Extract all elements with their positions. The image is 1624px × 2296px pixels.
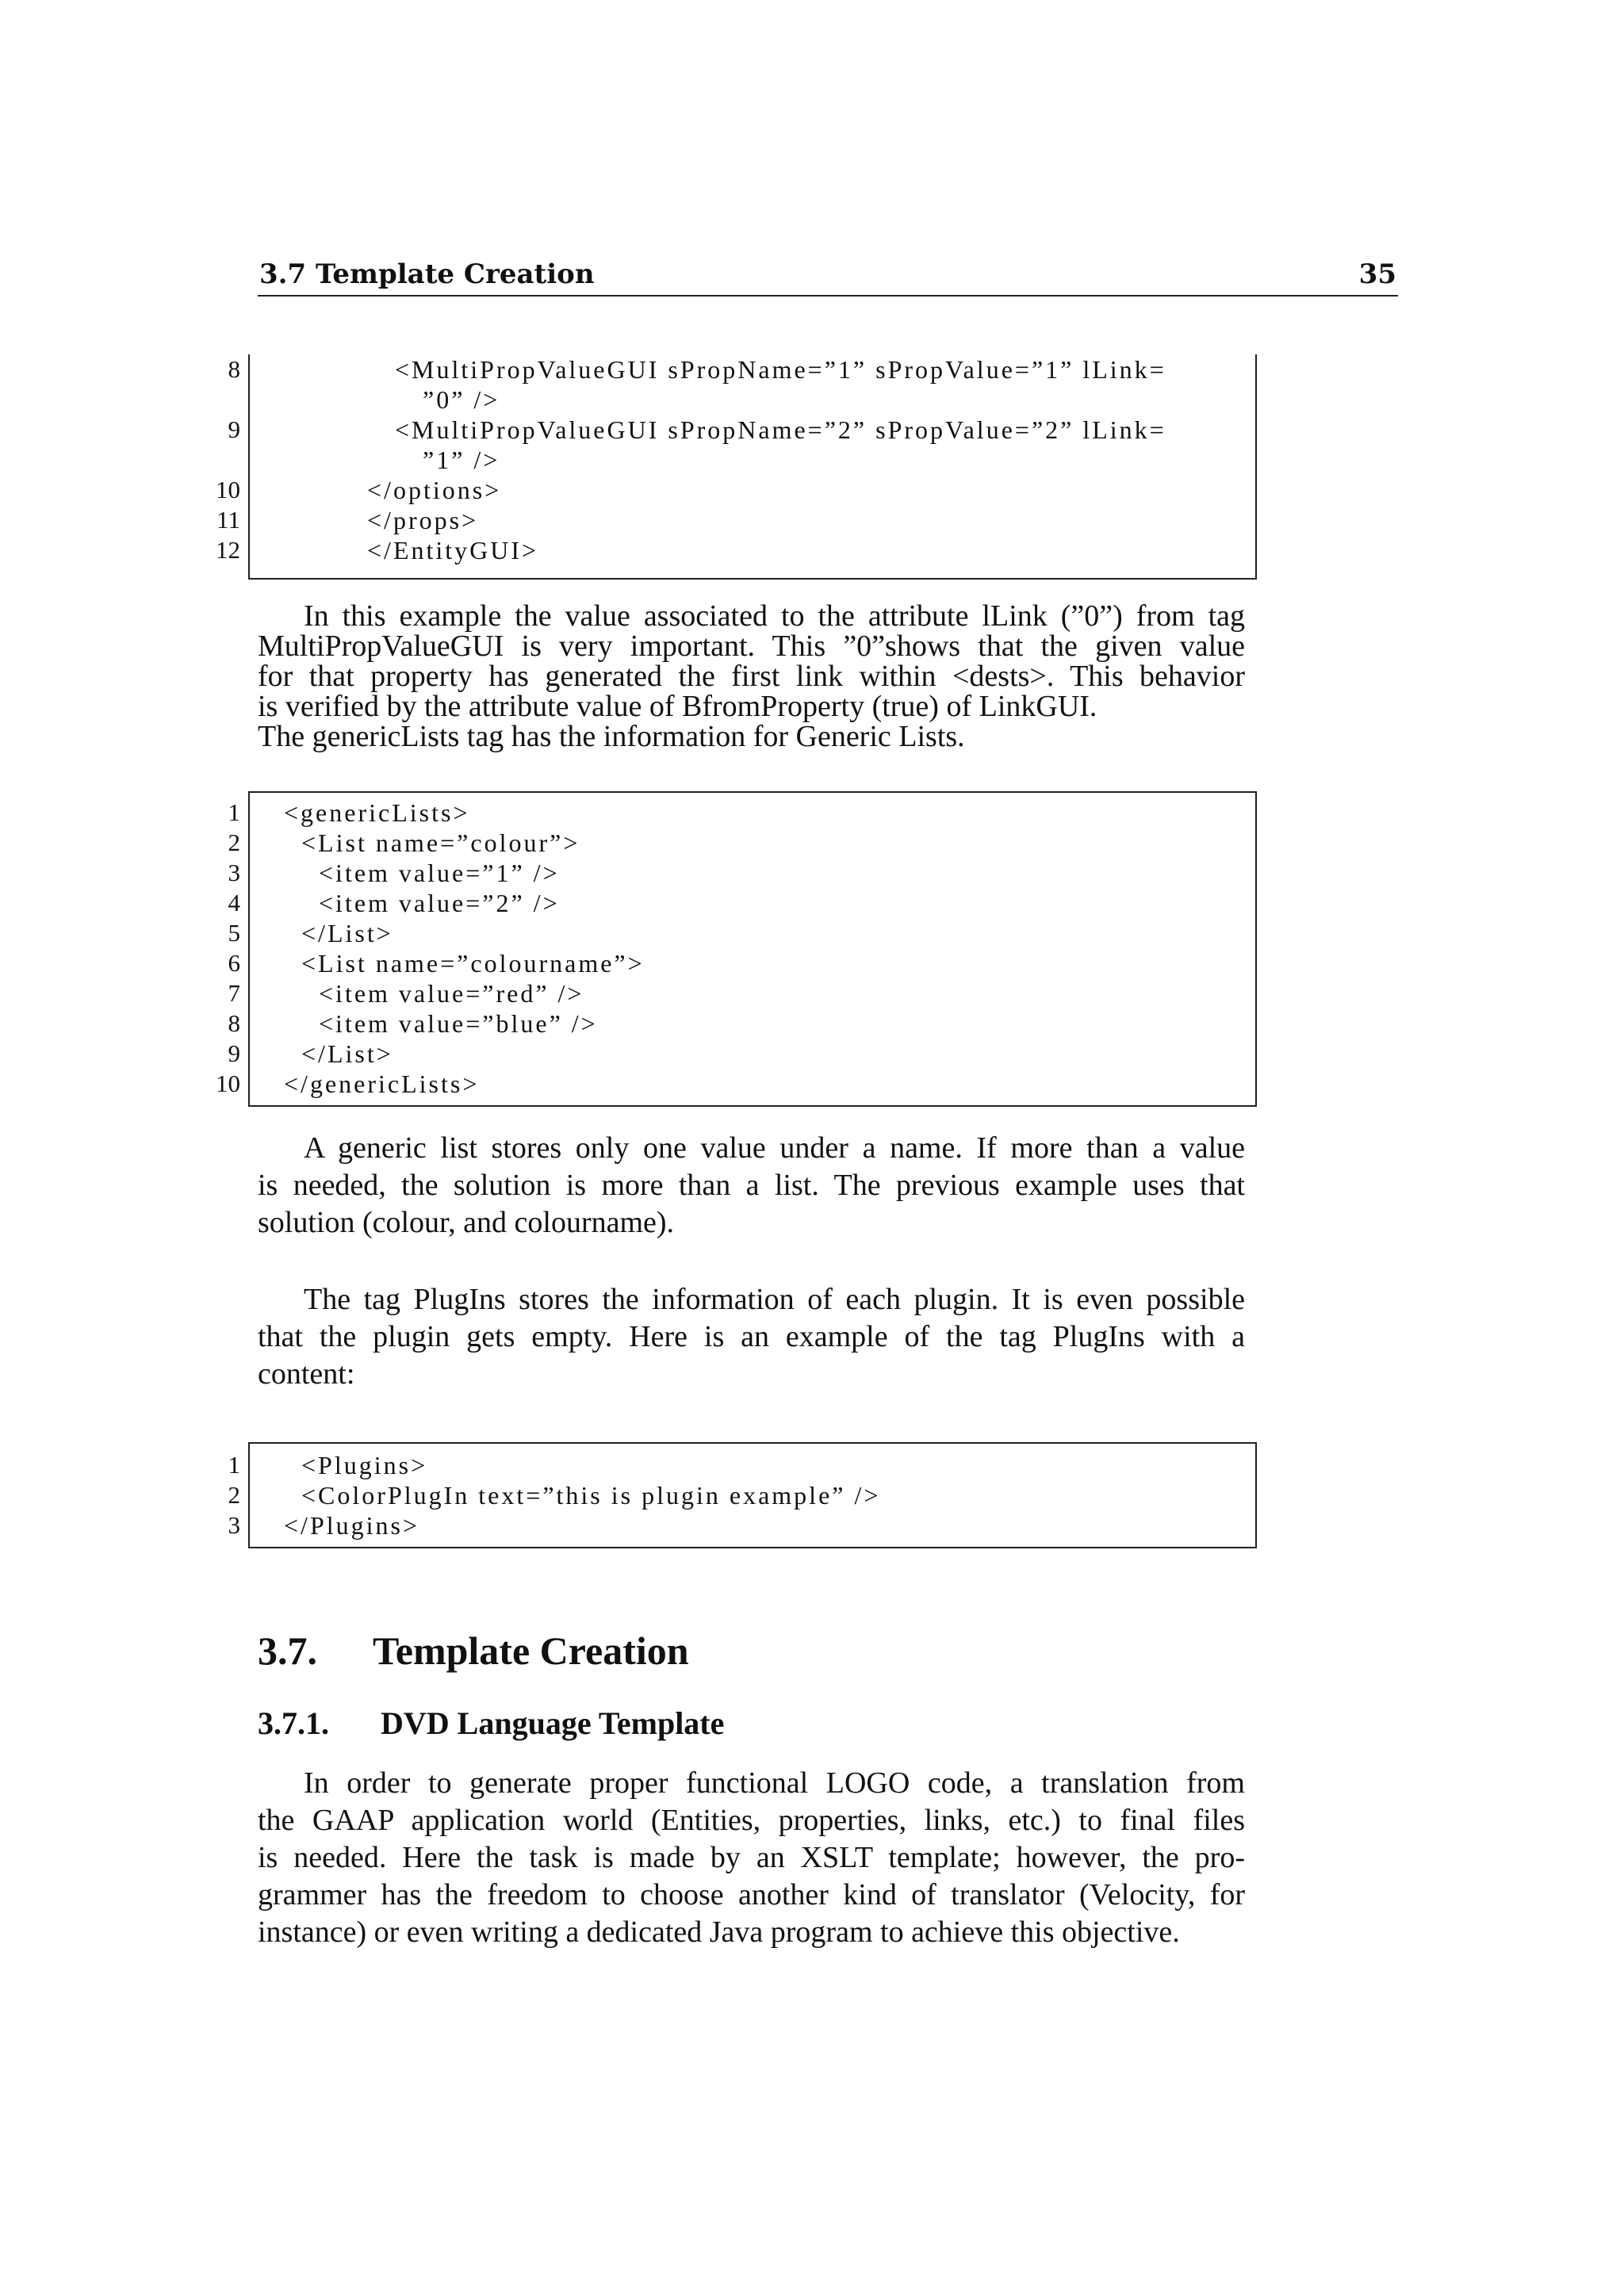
running-header <box>258 255 1398 297</box>
text-line: the GAAP application world (Entities, properties, links, etc.) to final files <box>258 1804 1245 1837</box>
code-line: <genericLists> <box>284 798 470 827</box>
code-line: <ColorPlugIn text=”this is plugin example” /> <box>284 1481 881 1510</box>
line-number: 1 <box>228 1451 240 1479</box>
line-number: 9 <box>228 415 240 443</box>
code-line: </Plugins> <box>284 1511 420 1540</box>
code-line: <Plugins> <box>284 1451 428 1479</box>
code-line: <MultiPropValueGUI sPropName=”1” sPropValue=”1” lLink= <box>395 355 1166 384</box>
code-line: <item value=”red” /> <box>284 979 584 1008</box>
line-number: 4 <box>228 889 240 916</box>
code-line: <item value=”blue” /> <box>284 1009 598 1038</box>
text-line: is verified by the attribute value of BfromProperty (true) of LinkGUI. <box>258 690 1097 723</box>
line-number: 10 <box>216 476 240 503</box>
code-line: ”1” /> <box>423 446 500 474</box>
text-line: MultiPropValueGUI is very important. This ”0”shows that the given value <box>258 629 1245 663</box>
code-line: <List name=”colourname”> <box>284 949 645 978</box>
paragraph-dvd-language <box>258 1765 1245 1951</box>
line-number: 9 <box>228 1039 240 1067</box>
line-number: 8 <box>228 1009 240 1037</box>
line-number <box>193 445 240 475</box>
text-line: The tag PlugIns stores the information of each plugin. It is even possible <box>304 1283 1245 1316</box>
code-line: ”0” /> <box>423 385 500 414</box>
text-line: grammer has the freedom to choose another kind of translator (Velocity, for <box>258 1878 1245 1911</box>
code-line: </genericLists> <box>284 1070 480 1098</box>
line-number: 11 <box>216 506 240 534</box>
code-line: <MultiPropValueGUI sPropName=”2” sPropValue=”2” lLink= <box>395 415 1166 444</box>
code-line: <item value=”2” /> <box>284 889 560 917</box>
header-title: 3.7 Template Creation <box>259 258 595 290</box>
section-title: Template Creation <box>373 1628 689 1673</box>
text-line: solution (colour, and colourname). <box>258 1206 675 1239</box>
text-line: is needed, the solution is more than a list. The previous example uses that <box>258 1169 1245 1202</box>
subsection-heading <box>258 1705 724 1742</box>
text-line: content: <box>258 1357 355 1391</box>
text-line: that the plugin gets empty. Here is an example of the tag PlugIns with a <box>258 1320 1245 1353</box>
text-line: is needed. Here the task is made by an XSLT template; however, the pro- <box>258 1841 1245 1874</box>
line-number: 3 <box>228 1511 240 1539</box>
line-number: 12 <box>216 536 240 564</box>
code-line: <List name=”colour”> <box>284 828 580 857</box>
paragraph-lLink-explanation <box>258 601 1245 752</box>
line-number <box>193 385 240 415</box>
text-line: A generic list stores only one value under a name. If more than a value <box>304 1131 1245 1165</box>
line-number: 5 <box>228 919 240 947</box>
code-line: <item value=”1” /> <box>284 859 560 887</box>
section-heading <box>258 1628 689 1674</box>
line-number: 6 <box>228 949 240 977</box>
paragraph-plugins <box>258 1281 1245 1393</box>
subsection-title: DVD Language Template <box>381 1705 725 1741</box>
code-line: </List> <box>284 1039 393 1068</box>
text-line: The genericLists tag has the information for Generic Lists. <box>258 720 965 753</box>
text-line: instance) or even writing a dedicated Java program to achieve this objective. <box>258 1915 1180 1949</box>
code-block-genericlists <box>216 791 1257 1107</box>
code-line: </List> <box>284 919 393 947</box>
code-line: </props> <box>367 506 479 534</box>
section-number: 3.7. <box>258 1628 317 1673</box>
line-number: 8 <box>228 355 240 383</box>
line-number: 10 <box>216 1070 240 1097</box>
line-number: 3 <box>228 859 240 886</box>
line-number: 2 <box>228 1481 240 1509</box>
text-line: for that property has generated the first link within <dests>. This behavior <box>258 660 1245 693</box>
text-line: In this example the value associated to the attribute lLink (”0”) from tag <box>304 599 1245 633</box>
text-line: In order to generate proper functional LOGO code, a translation from <box>304 1766 1245 1800</box>
line-number: 7 <box>228 979 240 1007</box>
paragraph-generic-list <box>258 1130 1245 1242</box>
code-line: </EntityGUI> <box>367 536 539 564</box>
subsection-number: 3.7.1. <box>258 1705 329 1741</box>
code-block-entitygui <box>216 354 1257 580</box>
page-number: 35 <box>1358 258 1396 290</box>
code-block-plugins <box>228 1442 1257 1548</box>
code-line: </options> <box>367 476 502 504</box>
line-number: 1 <box>228 798 240 826</box>
line-number: 2 <box>228 828 240 856</box>
